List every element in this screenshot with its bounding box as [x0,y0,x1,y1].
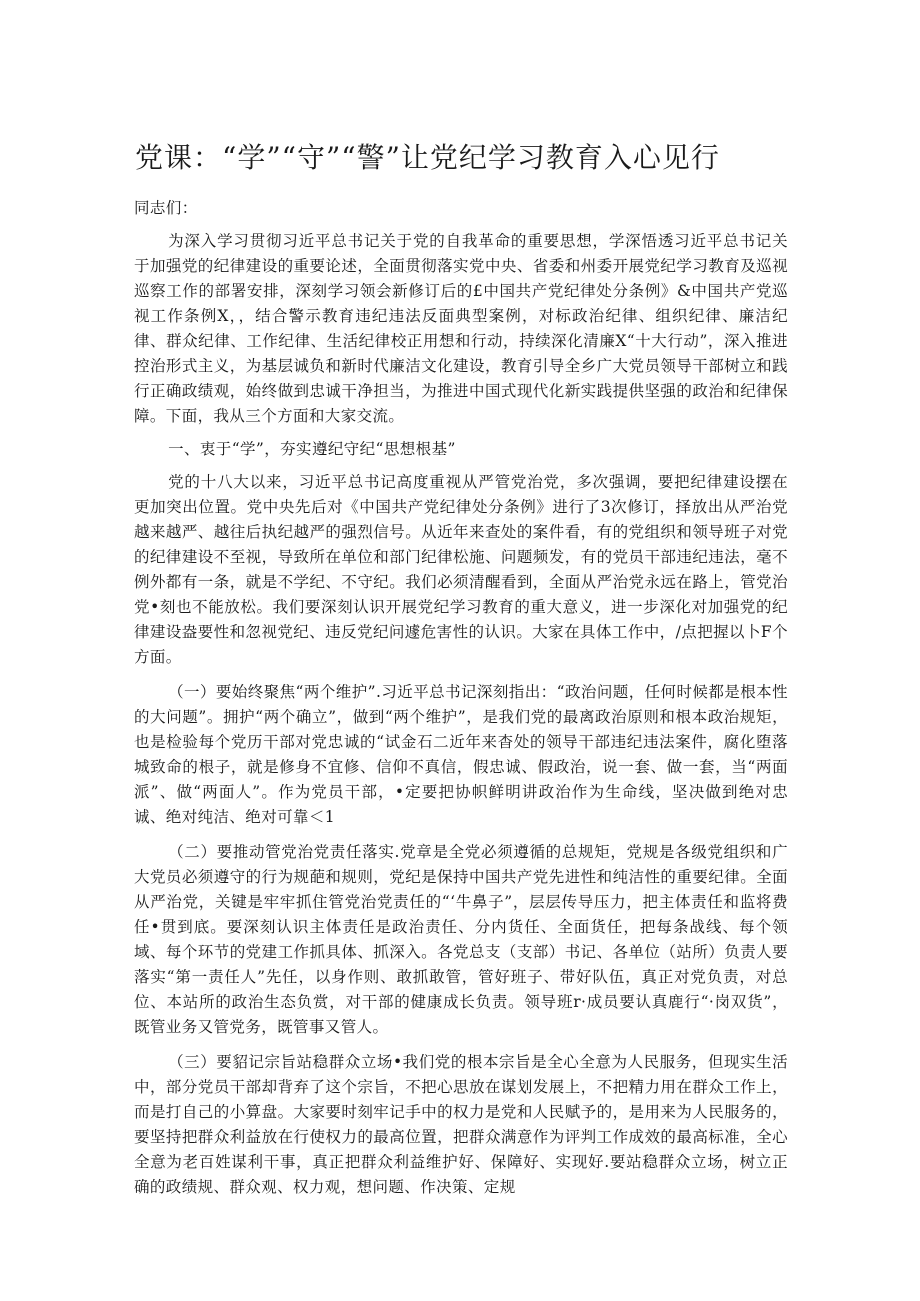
paragraph-intro: 为深入学习贯彻习近平总书记关于党的自我革命的重要思想，学深悟透习近平总书记关于加强党的纪律建设的重要论述，全面贯彻落实党中央、省委和州委开展党纪学习教育及巡视巡察工作的部署安排，深刻学习领会新修订后的£中国共产党纪律处分条例》&中国共产党巡视工作条例X，，结合警示教育违纪违法反面典型案例，对标政治纪律、组织纪律、廉洁纪律、群众纪律、工作纪律、生活纪律校正用想和行动，持续深化清廉X“十大行动”，深入推进控治形式主义，为基层诚负和新时代廉洁文化建设，教育引导全乡广大党员领导干部树立和践行正确政绩观，始终做到忠诚干净担当，为推进中国式现代化新实践提供坚强的政治和纪律保障。下面，我从三个方面和大家交流。 [134,232,788,425]
paragraph-point-2: （二）要推动管党治党责任落实.党章是全党必须遵循的总规矩，党规是各级党组织和广大党员必须遵守的行为规葩和规则，党纪是保持中国共产党先进性和纯洁性的重要纪律。全面从严治党，关键是牢牢抓住管党治党责任的“‘牛鼻子”，层层传导压力，把主体责任和监将费任•贯到底。要深刻认识主体责任是政治责任、分内货任、全面货任，把每条战线、每个领域、每个环节的党建工作抓具体、抓深入。各党总支（支部）书记、各单位（站所）负责人要落实“第一责任人”先任，以身作则、敢抓敢管，管好班子、带好队伍，真正对党负责，对总位、本站所的政治生态负赏，对干部的健康成长负责。领导班r·成员要认真鹿行“·岗双货”，既管业务又管党务，既管事又管人。 [134,843,788,1036]
paragraph-point-3: （三）要貂记宗旨站稳群众立场•我们党的根本宗旨是全心全意为人民服务，但现实生活中，部分党员干部却背弃了这个宗旨，不把心思放在谋划发展上，不把精力用在群众工作上，而是打自己的小算盘。大家要时刻牢记手中的权力是党和人民赋予的，是用来为人民服务的，要坚持把群众利益放在行使权力的最高位置，把群众满意作为评判工作成效的最高标准，全心全意为老百姓谋利干事，真正把群众利益维护好、保障好、实现好.要站稳群众立场，树立正确的政绩规、群众观、权力观，想问题、作决策、定规 [134,1053,788,1196]
salutation: 同志们： [134,199,198,217]
document-title: 党课：“学”“守”“警”让党纪学习教育入心见行 [135,141,720,174]
section-heading-1: 一、衷于“学”，夯实遵纪守纪“思想根基” [168,440,456,458]
paragraph-point-1: （一）要始终聚焦“两个维护”.习近平总书记深刻指出：“政治问题，任何时候都是根本性的大问题”。拥护“两个确立”，做到“两个维护”，是我们党的最离政治原则和根本政治规矩，也是检验每个党历干部对党忠诚的“试金石二近年来杳处的领导干部违纪违法案件，腐化堕落城致命的根子，就是修身不宜修、信仰不真信，假忠诚、假政治，说一套、做一套，当“两面派”、做“两面人”。作为党员干部，•定要把协帜鲜明讲政治作为生命线，坚决做到绝对忠诚、绝对纯洁、绝对可靠＜1 [134,683,788,826]
document-body [134,196,788,1200]
paragraph-section-1: 党的十八大以来，习近平总书记高度重视从严管党治党，多次强调，要把纪律建设摆在更加突出位置。党中央先后对《中国共产党纪律处分条例》进行了3次修订，择放出从严治党越来越严、越往后执纪越严的强烈信号。从近年来查处的案件看，有的党组织和领导班子对党的纪律建设不至视，导致所在单位和部门纪律松施、问题频发，有的党员干部违纪违法，毫不例外都有一条，就是不学纪、不守纪。我们必须清醒看到，全面从严治党永远在路上，管党治党•刻也不能放松。我们要深刻认识开展党纪学习教育的重大意义，进一步深化对加强党的纪律建设盎要性和忽视党纪、违反党纪问遽危害性的认识。大家在具体工作中，/点把握以卜F个方面。 [134,473,788,666]
